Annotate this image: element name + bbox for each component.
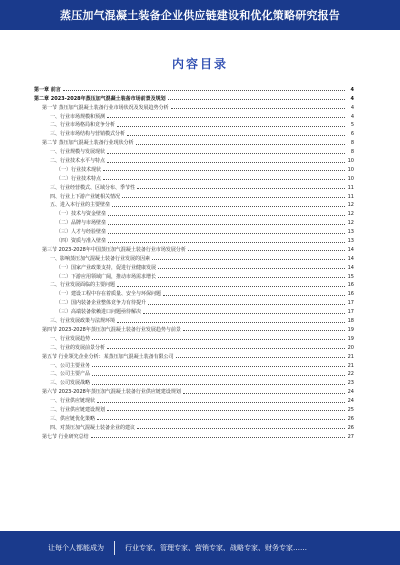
toc-entry-title: 三、行业发展政策与法规环境 <box>50 318 116 325</box>
toc-entry[interactable] <box>34 280 354 289</box>
toc-leader-dots <box>137 428 345 429</box>
toc-entry-page: 14 <box>347 246 354 253</box>
toc-entry[interactable] <box>34 306 354 315</box>
toc-entry[interactable] <box>34 413 354 422</box>
toc-entry[interactable] <box>34 315 354 324</box>
toc-entry-page: 14 <box>347 255 354 262</box>
toc-leader-dots <box>107 153 345 154</box>
toc-entry[interactable] <box>34 369 354 378</box>
footer-slogan-right: 行业专家、管理专家、营销专家、战略专家、财务专家…… <box>125 544 307 552</box>
toc-entry-page: 16 <box>347 291 354 298</box>
footer-bar <box>0 531 400 565</box>
toc-entry[interactable] <box>34 395 354 404</box>
toc-entry[interactable] <box>34 360 354 369</box>
toc-entry[interactable] <box>34 235 354 244</box>
toc-leader-dots <box>127 135 345 136</box>
toc-entry[interactable] <box>34 351 354 360</box>
toc-entry-page: 10 <box>347 158 354 165</box>
toc-entry-page: 26 <box>347 415 354 422</box>
toc-entry-page: 11 <box>347 193 354 200</box>
toc-entry-title: 第一章 前言 <box>34 86 61 93</box>
toc-entry-title: 一、行业发展趋势 <box>50 335 91 342</box>
toc-entry[interactable] <box>34 173 354 182</box>
toc-entry-page: 4 <box>350 86 354 93</box>
toc-entry[interactable] <box>34 200 354 209</box>
header-bar <box>0 0 400 30</box>
toc-entry-page: 26 <box>347 424 354 431</box>
toc-entry[interactable] <box>34 182 354 191</box>
toc-entry-title: 第六节 2023-2028年蒸压加气混凝土装备行业供应链建设规划 <box>42 389 181 396</box>
toc-leader-dots <box>97 402 345 403</box>
toc-leader-dots <box>107 162 345 163</box>
toc-entry[interactable] <box>34 404 354 413</box>
toc-leader-dots <box>158 277 345 278</box>
toc-leader-dots <box>108 224 345 225</box>
toc-entry-title: （一）国家产业政策支持，促进行业健康发展 <box>56 264 157 271</box>
toc-leader-dots <box>92 375 345 376</box>
toc-leader-dots <box>163 295 345 296</box>
toc-entry-title: 二、行业的发展前景分析 <box>50 344 106 351</box>
toc-entry[interactable] <box>34 271 354 280</box>
toc-entry-title: 第二章 2023-2028年蒸压加气混凝土装备市场前景及规划 <box>34 95 166 102</box>
toc-entry[interactable] <box>34 253 354 262</box>
toc-entry[interactable] <box>34 146 354 155</box>
toc-entry-title: 一、行业规模与发展现状 <box>50 149 106 156</box>
toc-entry[interactable] <box>34 217 354 226</box>
toc-entry-page: 17 <box>347 300 354 307</box>
header-title: 蒸压加气混凝土装备企业供应链建设和优化策略研究报告 <box>60 9 340 22</box>
toc-leader-dots <box>92 339 345 340</box>
toc-entry-page: 24 <box>347 398 354 405</box>
toc-entry-title: 第三节 2023-2028年中国蒸压加气混凝土装备行业市场发展分析 <box>42 246 186 253</box>
toc-leader-dots <box>91 437 345 438</box>
toc-leader-dots <box>117 126 345 127</box>
toc-entry-page: 18 <box>347 318 354 325</box>
toc-entry-title: （一）技术与资金壁垒 <box>56 211 107 218</box>
toc-leader-dots <box>103 170 345 171</box>
toc-leader-dots <box>176 357 345 358</box>
toc-entry-title: 三、公司发展战略 <box>50 380 91 387</box>
toc-entry-title: （二）行业技术特点 <box>56 175 102 182</box>
toc-leader-dots <box>107 348 345 349</box>
toc-leader-dots <box>108 242 345 243</box>
toc-entry[interactable] <box>34 208 354 217</box>
toc-leader-dots <box>108 215 345 216</box>
toc-leader-dots <box>136 144 345 145</box>
toc-entry-page: 22 <box>347 371 354 378</box>
toc-entry-page: 10 <box>347 175 354 182</box>
toc-entry-title: （二）国内装备企业整体竞争力有待提升 <box>56 300 147 307</box>
toc-entry[interactable] <box>34 342 354 351</box>
toc-entry-title: 一、行业市场规模和预测 <box>50 113 106 120</box>
toc-entry[interactable] <box>34 93 354 102</box>
toc-entry[interactable] <box>34 155 354 164</box>
toc-entry-title: （三）人才与经验壁垒 <box>56 229 107 236</box>
toc-entry-title: 二、行业技术水平与特点 <box>50 158 106 165</box>
toc-leader-dots <box>152 259 345 260</box>
toc-entry-page: 16 <box>347 282 354 289</box>
toc-entry[interactable] <box>34 164 354 173</box>
toc-entry-page: 20 <box>347 344 354 351</box>
toc-entry-title: 三、行业市场结构与营销模式分析 <box>50 131 126 138</box>
toc-entry-page: 6 <box>350 131 354 138</box>
toc-leader-dots <box>97 419 345 420</box>
toc-entry-page: 8 <box>350 149 354 156</box>
toc-entry-title: （一）建设工程中存在着质量、安全与环保问题 <box>56 291 162 298</box>
toc-entry-title: 二、公司主要产品 <box>50 371 91 378</box>
toc-leader-dots <box>183 393 345 394</box>
toc-leader-dots <box>107 410 345 411</box>
toc-leader-dots <box>158 268 345 269</box>
toc-leader-dots <box>171 108 345 109</box>
toc-entry[interactable] <box>34 431 354 440</box>
table-of-contents <box>34 84 354 440</box>
toc-entry-title: 一、行业供应链现状 <box>50 398 96 405</box>
toc-entry-page: 14 <box>347 264 354 271</box>
toc-entry-title: （四）资质与准入壁垒 <box>56 238 107 245</box>
toc-entry-page: 10 <box>347 166 354 173</box>
toc-leader-dots <box>92 366 345 367</box>
toc-entry-page: 11 <box>347 184 354 191</box>
toc-entry-title: 第五节 行业领先企业分析：某蒸压加气混凝土装备有限公司 <box>42 353 174 360</box>
toc-entry-page: 23 <box>347 380 354 387</box>
toc-entry[interactable] <box>34 102 354 111</box>
toc-entry-title: 四、行业上下游产业链相关情况 <box>50 193 121 200</box>
toc-entry-page: 13 <box>347 238 354 245</box>
toc-entry-title: 三、行业经营模式、区域分布、季节性 <box>50 184 136 191</box>
toc-entry-page: 19 <box>347 326 354 333</box>
toc-entry-page: 4 <box>350 95 354 102</box>
toc-entry-page: 21 <box>347 362 354 369</box>
page-title: 内容目录 <box>171 57 228 71</box>
toc-leader-dots <box>108 233 345 234</box>
toc-leader-dots <box>117 322 345 323</box>
toc-leader-dots <box>92 384 345 385</box>
toc-entry-page: 17 <box>347 309 354 316</box>
toc-entry-title: 二、行业市场格局和竞争分析 <box>50 122 116 129</box>
toc-leader-dots <box>112 206 345 207</box>
toc-entry-page: 8 <box>350 140 354 147</box>
toc-leader-dots <box>188 250 345 251</box>
toc-entry-title: 四、对蒸压加气混凝土装备企业的建议 <box>50 424 136 431</box>
toc-entry-title: 一、影响蒸压加气混凝土装备行业发展的因素 <box>50 255 151 262</box>
toc-entry[interactable] <box>34 244 354 253</box>
toc-entry[interactable] <box>34 386 354 395</box>
toc-entry-page: 12 <box>347 211 354 218</box>
toc-leader-dots <box>168 99 345 100</box>
toc-leader-dots <box>148 304 345 305</box>
toc-entry[interactable] <box>34 324 354 333</box>
toc-entry-page: 27 <box>347 433 354 440</box>
toc-entry-page: 13 <box>347 229 354 236</box>
toc-entry[interactable] <box>34 288 354 297</box>
toc-entry-title: （二）品牌与市场壁垒 <box>56 220 107 227</box>
toc-entry[interactable] <box>34 111 354 120</box>
toc-entry-title: 二、行业供应链建设规划 <box>50 406 106 413</box>
toc-entry-title: 第四节 2023-2028年蒸压加气混凝土装备行业发展趋势与前景 <box>42 326 181 333</box>
toc-entry[interactable] <box>34 262 354 271</box>
toc-entry-page: 19 <box>347 335 354 342</box>
toc-entry-title: （三）高端装备依赖进口问题亟待解决 <box>56 309 142 316</box>
toc-entry[interactable] <box>34 422 354 431</box>
toc-leader-dots <box>183 330 345 331</box>
toc-entry-page: 4 <box>350 113 354 120</box>
toc-entry-page: 12 <box>347 220 354 227</box>
toc-leader-dots <box>107 117 345 118</box>
toc-leader-dots <box>117 286 345 287</box>
toc-leader-dots <box>137 188 345 189</box>
toc-leader-dots <box>143 313 345 314</box>
toc-entry-page: 25 <box>347 406 354 413</box>
toc-entry[interactable] <box>34 333 354 342</box>
toc-entry[interactable] <box>34 226 354 235</box>
toc-entry[interactable] <box>34 137 354 146</box>
toc-entry[interactable] <box>34 191 354 200</box>
toc-entry-page: 5 <box>350 122 354 129</box>
toc-entry-title: 第二节 蒸压加气混凝土装备行业现状分析 <box>42 140 134 147</box>
toc-entry[interactable] <box>34 120 354 129</box>
toc-entry[interactable] <box>34 128 354 137</box>
toc-entry-page: 4 <box>350 104 354 111</box>
toc-leader-dots <box>103 179 345 180</box>
toc-entry-page: 12 <box>347 202 354 209</box>
toc-entry[interactable] <box>34 84 354 93</box>
toc-entry-page: 15 <box>347 273 354 280</box>
toc-entry[interactable] <box>34 377 354 386</box>
footer-slogan-left: 让每个人都能成为 <box>48 544 104 552</box>
toc-entry-title: 一、公司主要业务 <box>50 362 91 369</box>
toc-entry-title: 五、进入本行业的主要壁垒 <box>50 202 111 209</box>
toc-entry-title: （二）下游应用领域广阔，推动市场需求增长 <box>56 273 157 280</box>
toc-entry-page: 21 <box>347 353 354 360</box>
toc-entry-title: 二、行业发展面临的主要问题 <box>50 282 116 289</box>
toc-entry-title: （一）行业技术现状 <box>56 166 102 173</box>
toc-leader-dots <box>122 197 345 198</box>
footer-divider <box>114 541 115 555</box>
toc-entry-title: 三、供应链优化策略 <box>50 415 96 422</box>
toc-entry-title: 第一节 蒸压加气混凝土装备行业市场状况及发展趋势分析 <box>42 104 169 111</box>
toc-entry[interactable] <box>34 297 354 306</box>
toc-leader-dots <box>63 90 345 91</box>
toc-entry-page: 24 <box>347 389 354 396</box>
toc-entry-title: 第七节 行业研究总结 <box>42 433 89 440</box>
